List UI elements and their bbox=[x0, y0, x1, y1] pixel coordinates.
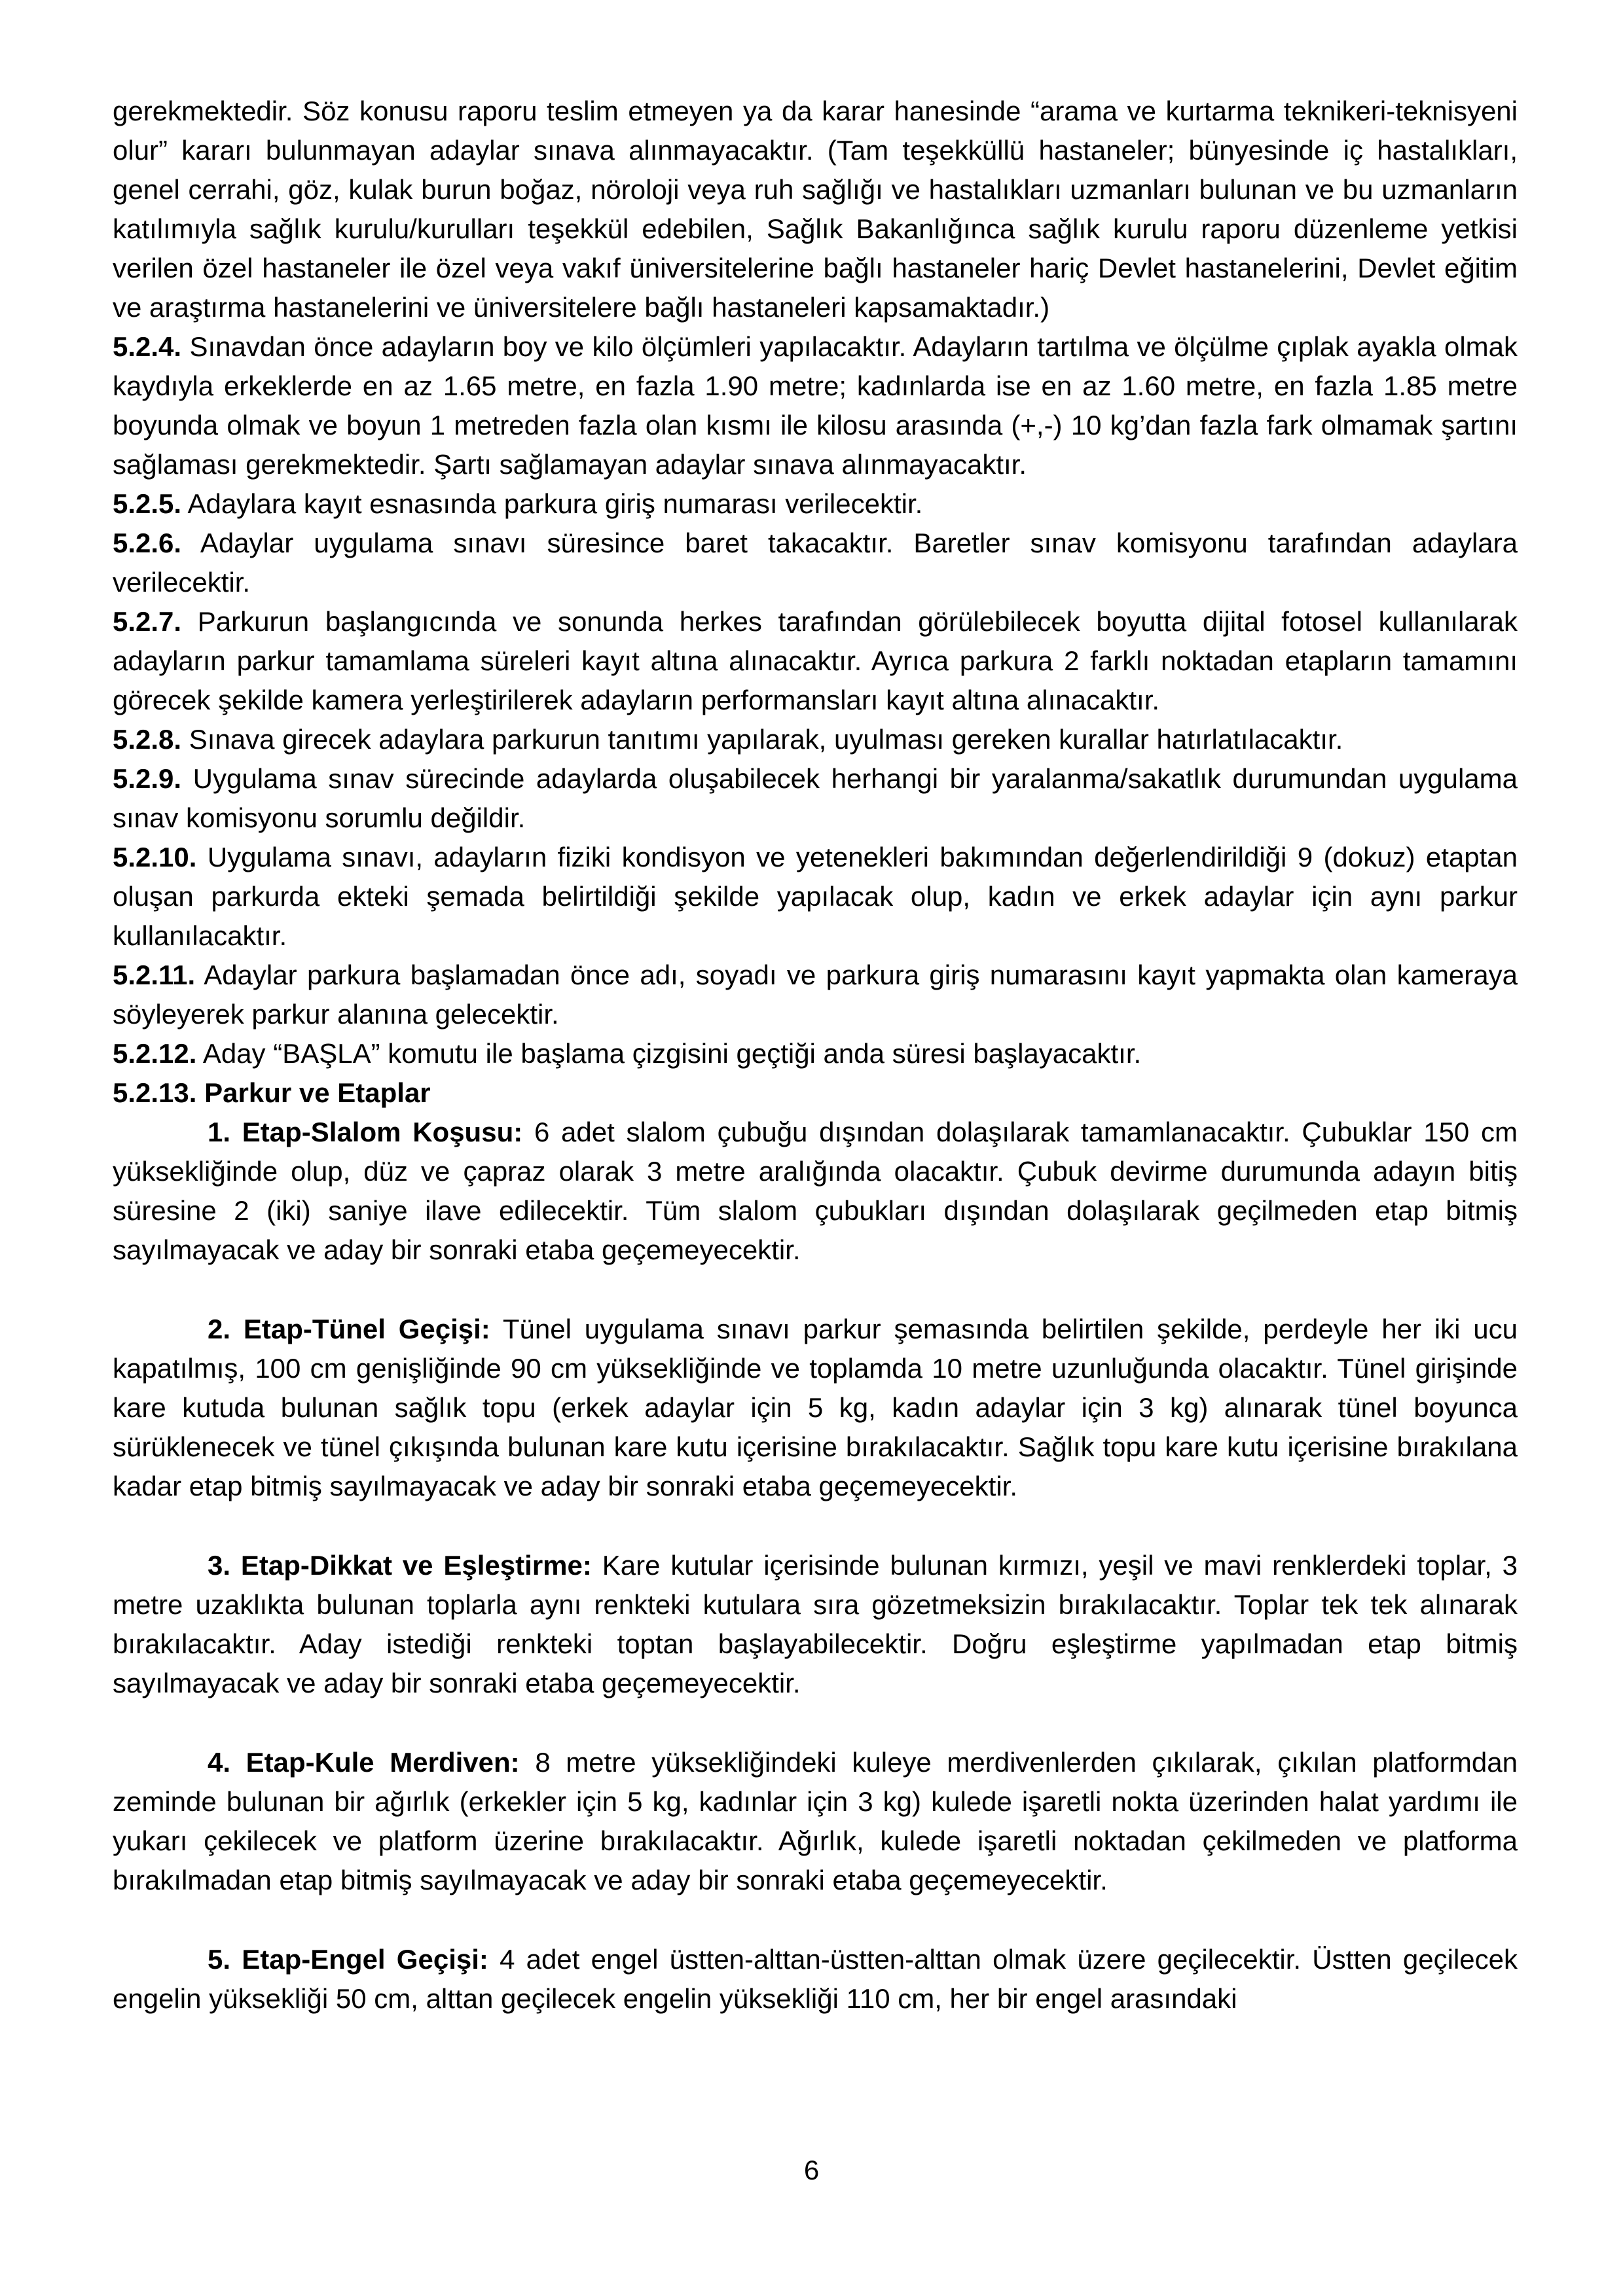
section-5-2-6-text: Adaylar uygulama sınavı süresince baret takacaktır. Baretler sınav komisyonu tarafından adaylara verilecektir. bbox=[113, 528, 1518, 598]
section-5-2-9-number: 5.2.9. bbox=[113, 763, 182, 794]
etap-4-text: 8 metre yüksekliğindeki kuleye merdivenlerden çıkılarak, çıkılan platformdan zeminde bulunan bir ağırlık (erkekler için 5 kg, kadınlar için 3 kg) kulede işaretli nokta üzerinden halat yardımı ile yukarı çekilecek ve platform üzerine bırakılacaktır. Ağırlık, kulede işaretli noktadan çekilmeden ve platforma bırakılmadan etap bitmiş sayılmayacak ve aday bir sonraki etaba geçemeyecektir. bbox=[113, 1747, 1518, 1895]
section-5-2-4 bbox=[113, 327, 1518, 484]
section-5-2-7 bbox=[113, 602, 1518, 720]
etap-3-label: 3. Etap-Dikkat ve Eşleştirme: bbox=[208, 1550, 592, 1581]
section-5-2-11-number: 5.2.11. bbox=[113, 960, 196, 990]
section-5-2-4-text: Sınavdan önce adayların boy ve kilo ölçümleri yapılacaktır. Adayların tartılma ve ölçülme çıplak ayakla olmak kaydıyla erkeklerde en az 1.65 metre, en fazla 1.90 metre; kadınlarda ise en az 1.60 metre, en fazla 1.85 metre boyunda olmak ve boyun 1 metreden fazla olan kısmı ile kilosu arasında (+,-) 10 kg’dan fazla fark olmamak şartını sağlaması gerekmektedir. Şartı sağlamayan adaylar sınava alınmayacaktır. bbox=[113, 331, 1518, 480]
section-5-2-9-text: Uygulama sınav sürecinde adaylarda oluşabilecek herhangi bir yaralanma/sakatlık durumundan uygulama sınav komisyonu sorumlu değildir. bbox=[113, 763, 1518, 833]
section-5-2-5-number: 5.2.5. bbox=[113, 488, 182, 519]
section-5-2-5-text: Adaylara kayıt esnasında parkura giriş numarası verilecektir. bbox=[187, 488, 923, 519]
etap-4-label: 4. Etap-Kule Merdiven: bbox=[208, 1747, 520, 1778]
section-5-2-11-text: Adaylar parkura başlamadan önce adı, soyadı ve parkura giriş numarasını kayıt yapmakta olan kameraya söyleyerek parkur alanına gelecektir. bbox=[113, 960, 1518, 1030]
section-5-2-12-number: 5.2.12. bbox=[113, 1038, 197, 1069]
section-5-2-8 bbox=[113, 720, 1518, 759]
section-5-2-10-text: Uygulama sınavı, adayların fiziki kondisyon ve yetenekleri bakımından değerlendirildiği 9 (dokuz) etaptan oluşan parkurda ekteki şemada belirtildiği şekilde yapılacak olup, kadın ve erkek adaylar için aynı parkur kullanılacaktır. bbox=[113, 842, 1518, 951]
intro-text: gerekmektedir. Söz konusu raporu teslim etmeyen ya da karar hanesinde “arama ve kurtarma teknikeri-teknisyeni olur” kararı bulunmayan adaylar sınava alınmayacaktır. (Tam teşekküllü hastaneler; bünyesinde iç hastalıkları, genel cerrahi, göz, kulak burun boğaz, nöroloji veya ruh sağlığı ve hastalıkları uzmanları bulunan ve bu uzmanların katılımıyla sağlık kurulu/kurulları teşekkül edebilen, Sağlık Bakanlığınca sağlık kurulu raporu düzenleme yetkisi verilen özel hastaneler ile özel veya vakıf üniversitelerine bağlı hastaneler hariç Devlet hastanelerini, Devlet eğitim ve araştırma hastanelerini ve üniversitelere bağlı hastaneleri kapsamaktadır.) bbox=[113, 96, 1518, 323]
etap-3-text: Kare kutular içerisinde bulunan kırmızı, yeşil ve mavi renklerdeki toplar, 3 metre uzaklıkta bulunan toplarla aynı renkteki kutulara sıra gözetmeksizin bırakılacaktır. Toplar tek tek alınarak bırakılacaktır. Aday istediği renkteki toptan başlayabilecektir. Doğru eşleştirme yapılmadan etap bitmiş sayılmayacak ve aday bir sonraki etaba geçemeyecektir. bbox=[113, 1550, 1518, 1698]
etap-2-paragraph bbox=[113, 1310, 1518, 1506]
section-5-2-12 bbox=[113, 1034, 1518, 1073]
section-5-2-11 bbox=[113, 956, 1518, 1034]
section-5-2-10-number: 5.2.10. bbox=[113, 842, 197, 872]
etap-2-text: Tünel uygulama sınavı parkur şemasında belirtilen şekilde, perdeyle her iki ucu kapatılmış, 100 cm genişliğinde 90 cm yüksekliğinde ve toplamda 10 metre uzunluğunda olacaktır. Tünel girişinde kare kutuda bulunan sağlık topu (erkek adaylar için 5 kg, kadın adaylar için 3 kg) alınarak tünel boyunca sürüklenecek ve tünel çıkışında bulunan kare kutu içerisine bırakılacaktır. Sağlık topu kare kutu içerisine bırakılana kadar etap bitmiş sayılmayacak ve aday bir sonraki etaba geçemeyecektir. bbox=[113, 1314, 1518, 1501]
section-5-2-12-text: Aday “BAŞLA” komutu ile başlama çizgisini geçtiği anda süresi başlayacaktır. bbox=[202, 1038, 1142, 1069]
section-5-2-8-number: 5.2.8. bbox=[113, 724, 182, 755]
etap-5-paragraph bbox=[113, 1940, 1518, 2018]
etap-5-text: 4 adet engel üstten-alttan-üstten-alttan olmak üzere geçilecektir. Üstten geçilecek engelin yüksekliği 50 cm, alttan geçilecek engelin yüksekliği 110 cm, her bir engel arasındaki bbox=[113, 1944, 1518, 2014]
section-5-2-8-text: Sınava girecek adaylara parkurun tanıtımı yapılarak, uyulması gereken kurallar hatırlatılacaktır. bbox=[189, 724, 1343, 755]
section-5-2-13-number: 5.2.13. bbox=[113, 1077, 197, 1108]
etap-1-label: 1. Etap-Slalom Koşusu: bbox=[208, 1117, 523, 1147]
section-5-2-9 bbox=[113, 759, 1518, 838]
page-number: 6 bbox=[803, 2155, 820, 2185]
section-5-2-6 bbox=[113, 524, 1518, 602]
etap-3-paragraph bbox=[113, 1546, 1518, 1703]
page-body-text bbox=[113, 92, 1518, 2018]
etap-4-paragraph bbox=[113, 1743, 1518, 1900]
section-5-2-5 bbox=[113, 484, 1518, 524]
section-5-2-13-title: Parkur ve Etaplar bbox=[204, 1077, 431, 1108]
etap-1-text: 6 adet slalom çubuğu dışından dolaşılarak tamamlanacaktır. Çubuklar 150 cm yüksekliğinde olup, düz ve çapraz olarak 3 metre aralığında olacaktır. Çubuk devirme durumunda adayın bitiş süresine 2 (iki) saniye ilave edilecektir. Tüm slalom çubukları dışından dolaşılarak geçilmeden etap bitmiş sayılmayacak ve aday bir sonraki etaba geçemeyecektir. bbox=[113, 1117, 1518, 1265]
section-5-2-13-heading bbox=[113, 1073, 1518, 1113]
section-5-2-7-text: Parkurun başlangıcında ve sonunda herkes tarafından görülebilecek boyutta dijital fotosel kullanılarak adayların parkur tamamlama süreleri kayıt altına alınacaktır. Ayrıca parkura 2 farklı noktadan etapların tamamını görecek şekilde kamera yerleştirilerek adayların performansları kayıt altına alınacaktır. bbox=[113, 606, 1518, 715]
section-5-2-7-number: 5.2.7. bbox=[113, 606, 182, 637]
section-5-2-4-number: 5.2.4. bbox=[113, 331, 182, 362]
etap-2-label: 2. Etap-Tünel Geçişi: bbox=[208, 1314, 490, 1344]
etap-1-paragraph bbox=[113, 1113, 1518, 1270]
section-5-2-10 bbox=[113, 838, 1518, 956]
section-5-2-6-number: 5.2.6. bbox=[113, 528, 182, 558]
intro-paragraph bbox=[113, 92, 1518, 327]
etap-5-label: 5. Etap-Engel Geçişi: bbox=[208, 1944, 488, 1975]
